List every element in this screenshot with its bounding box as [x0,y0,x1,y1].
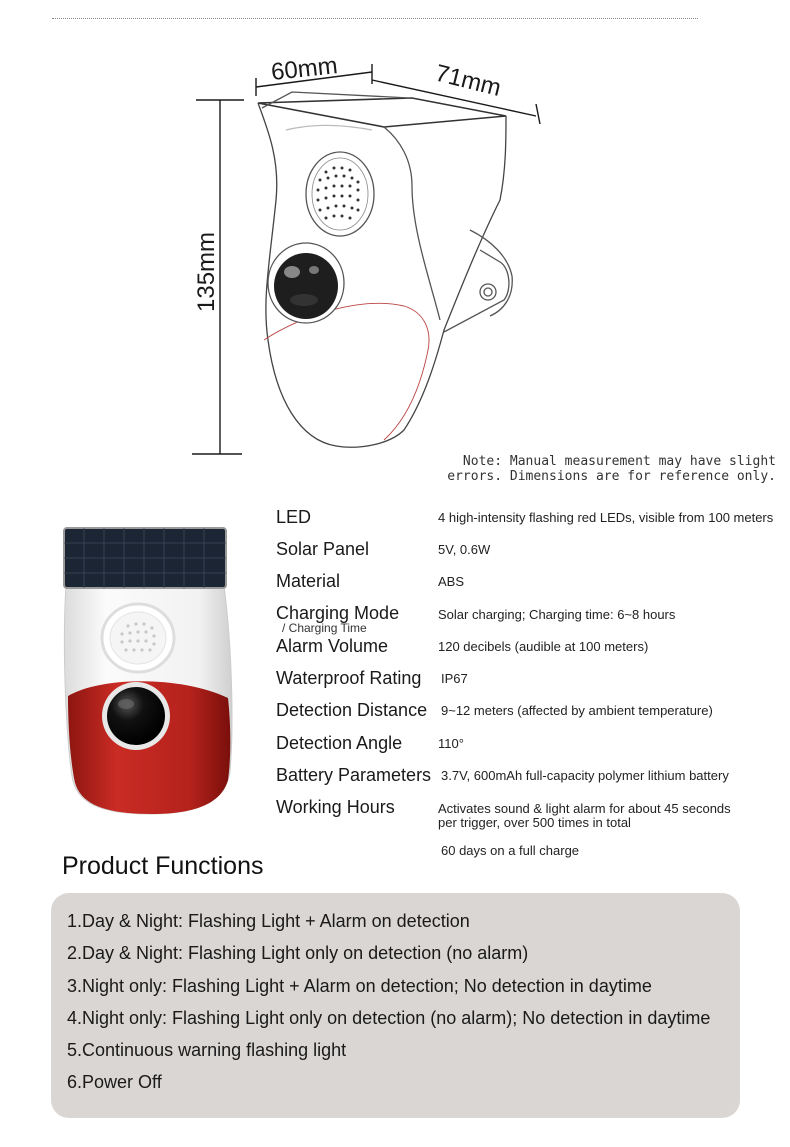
function-item: 6.Power Off [67,1072,162,1093]
spec-row-charging-mode [0,603,790,635]
spec-value: 110° [438,736,464,751]
spec-value: 4 high-intensity flashing red LEDs, visible from 100 meters [438,510,774,525]
dimension-lines [192,64,540,454]
note-line-2: errors. Dimensions are for reference only. [447,469,776,484]
spec-row-material [0,571,790,603]
spec-value-line-1: Activates sound & light alarm for about 45 seconds [438,801,731,816]
spec-sublabel: / Charging Time [282,621,367,635]
spec-label: Alarm Volume [276,636,389,656]
top-dotted-divider [52,18,698,19]
drawing-speaker [306,152,374,236]
spec-label: Solar Panel [276,539,370,559]
spec-row-detection-distance [0,700,790,732]
spec-row-led [0,507,790,539]
spec-label: Battery Parameters [276,765,432,785]
dimension-depth: 71mm [432,59,504,102]
spec-label: Waterproof Rating [276,668,422,688]
drawing-pir-sensor [268,243,344,323]
spec-value: IP67 [441,671,468,686]
dimension-width: 60mm [269,52,339,86]
function-item: 4.Night only: Flashing Light only on detection (no alarm); No detection in daytime [67,1007,711,1028]
function-item: 2.Day & Night: Flashing Light only on detection (no alarm) [67,943,529,964]
functions-list [51,893,740,1099]
spec-row-waterproof-rating [0,668,790,700]
function-item: 3.Night only: Flashing Light + Alarm on detection; No detection in daytime [67,975,652,996]
spec-label: Material [276,571,341,591]
spec-label: LED [276,507,312,527]
note-line-1: Note: Manual measurement may have slight [462,454,776,469]
spec-label: Detection Angle [276,733,403,753]
spec-value: 120 decibels (audible at 100 meters) [438,639,649,654]
spec-row-solar-panel [0,539,790,571]
spec-value-line-2: per trigger, over 500 times in total [438,815,631,830]
spec-value: 9~12 meters (affected by ambient temperature) [441,703,713,718]
spec-row-battery-parameters [0,765,790,797]
spec-value: 5V, 0.6W [438,542,491,557]
function-item: 5.Continuous warning flashing light [67,1040,347,1061]
dimension-line-drawing [0,40,790,480]
spec-label: Detection Distance [276,700,428,720]
functions-title: Product Functions [62,852,264,880]
spec-value-line-3: 60 days on a full charge [441,843,580,858]
spec-value: 3.7V, 600mAh full-capacity polymer lithium battery [441,768,729,783]
spec-row-alarm-volume [0,636,790,668]
function-item: 1.Day & Night: Flashing Light + Alarm on detection [67,911,470,931]
functions-panel [51,893,740,1118]
spec-label: Charging Mode [276,603,400,623]
spec-value: ABS [438,574,465,589]
spec-label: Working Hours [276,797,395,817]
spec-row-detection-angle [0,733,790,765]
spec-value: Solar charging; Charging time: 6~8 hours [438,607,676,622]
dimension-height: 135mm [193,231,220,312]
measurement-note [436,454,776,484]
